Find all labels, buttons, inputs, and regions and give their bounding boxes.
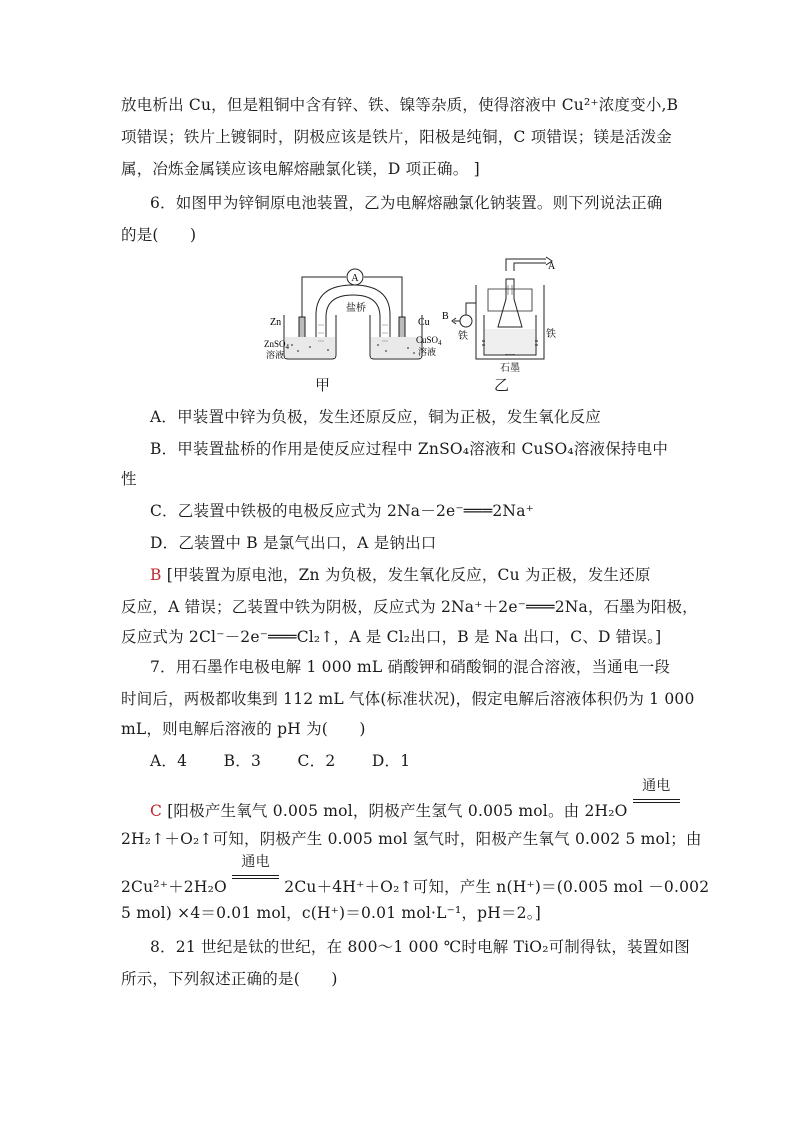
q7-analysis-line-4: 5 mol) ×4＝0.01 mol，c(H⁺)＝0.01 mol·L⁻¹，pH＝2。] — [121, 904, 541, 922]
figure-label-yi: 乙 — [494, 376, 510, 394]
q7-stem-line-2: 时间后，两极都收集到 112 mL 气体(标准状况)，假定电解后溶液体积仍为 1 000 — [121, 690, 695, 708]
q6-analysis-line-1: B [甲装置为原电池，Zn 为负极，发生氧化反应，Cu 为正极，发生还原 — [150, 566, 651, 584]
q6-stem-line-2: 的是( ) — [121, 226, 197, 244]
q8-stem-line-2: 所示，下列叙述正确的是( ) — [121, 970, 338, 988]
intro-line-3: 属，冶炼金属镁应该电解熔融氯化镁，D 项正确。 ] — [121, 160, 480, 178]
iron-electrode-right-label: 铁 — [546, 329, 556, 340]
znso4-solution-label: 溶液 — [266, 350, 285, 360]
q6-option-b-line-2: 性 — [121, 470, 137, 488]
q6-option-a: A．甲装置中锌为负极，发生还原反应，铜为正极，发生氧化反应 — [150, 408, 601, 426]
q6-stem-line-1: 6．如图甲为锌铜原电池装置，乙为电解熔融氯化钠装置。则下列说法正确 — [150, 194, 663, 212]
q6-option-d: D．乙装置中 B 是氯气出口，A 是钠出口 — [150, 534, 437, 552]
cuso4-label: CuSO — [416, 335, 439, 345]
q6-option-b-line-1: B．甲装置盐桥的作用是使反应过程中 ZnSO₄溶液和 CuSO₄溶液保持电中 — [150, 440, 669, 458]
q6-figure — [262, 255, 572, 395]
electrochem-apparatus-diagram — [262, 255, 572, 395]
q7-analysis-line-3: 2Cu²⁺＋2H₂O 通电 2Cu＋4H⁺＋O₂↑可知，产生 n(H⁺)＝(0.005 mol －0.002 — [121, 854, 710, 896]
q7-analysis-line-2: 2H₂↑＋O₂↑可知，阴极产生 0.005 mol 氢气时，阳极产生氧气 0.002 5 mol；由 — [121, 830, 702, 848]
figure-label-jia: 甲 — [315, 376, 331, 394]
q6-analysis-line-3: 反应式为 2Cl⁻－2e⁻═══Cl₂↑，A 是 Cl₂出口，B 是 Na 出口，C、D 错误。] — [121, 628, 662, 646]
zn-label: Zn — [270, 317, 282, 328]
q7-stem-line-1: 7．用石墨作电极电解 1 000 mL 硝酸钾和硝酸铜的混合溶液，当通电一段 — [150, 658, 671, 676]
svg-text:ZnSO4: ZnSO$_4$ — [264, 339, 290, 351]
q7-stem-line-3: mL，则电解后溶液的 pH 为( ) — [121, 720, 366, 738]
q6-analysis-line-2: 反应，A 错误；乙装置中铁为阴极，反应式为 2Na⁺＋2e⁻═══2Na，石墨为阳极， — [121, 598, 698, 616]
q6-option-c: C．乙装置中铁极的电极反应式为 2Na－2e⁻═══2Na⁺ — [150, 502, 535, 520]
graphite-electrode-label: 石墨 — [500, 363, 520, 374]
outlet-a-label: A — [548, 261, 556, 272]
ammeter-label: A — [351, 273, 359, 284]
salt-bridge-label: 盐桥 — [346, 303, 366, 314]
svg-text:CuSO4: CuSO$_4$ — [416, 335, 442, 347]
znso4-label: ZnSO — [264, 339, 286, 349]
outlet-b-label: B — [442, 311, 449, 322]
iron-electrode-left-label: 铁 — [458, 331, 468, 342]
q7-analysis-line-1: C [阳极产生氧气 0.005 mol，阴极产生氢气 0.005 mol。由 2H₂O 通电 — [150, 790, 710, 822]
intro-line-1: 放电析出 Cu，但是粗铜中含有锌、铁、镍等杂质，使得溶液中 Cu²⁺浓度变小,B — [121, 96, 679, 114]
electrolysis-condition-1: 通电 — [633, 790, 680, 803]
q7-options: A．4 B．3 C．2 D．1 — [150, 752, 411, 770]
q7-answer: C — [150, 802, 163, 820]
cuso4-solution-label: 溶液 — [418, 347, 437, 357]
q8-stem-line-1: 8．21 世纪是钛的世纪，在 800～1 000 ℃时电解 TiO₂可制得钛，装置如图 — [150, 938, 690, 956]
cu-label: Cu — [418, 317, 430, 328]
intro-line-2: 项错误；铁片上镀铜时，阴极应该是铁片，阳极是纯铜，C 项错误；镁是活泼金 — [121, 128, 672, 146]
q6-answer: B — [150, 566, 162, 584]
electrolysis-condition-2: 通电 — [232, 866, 279, 879]
